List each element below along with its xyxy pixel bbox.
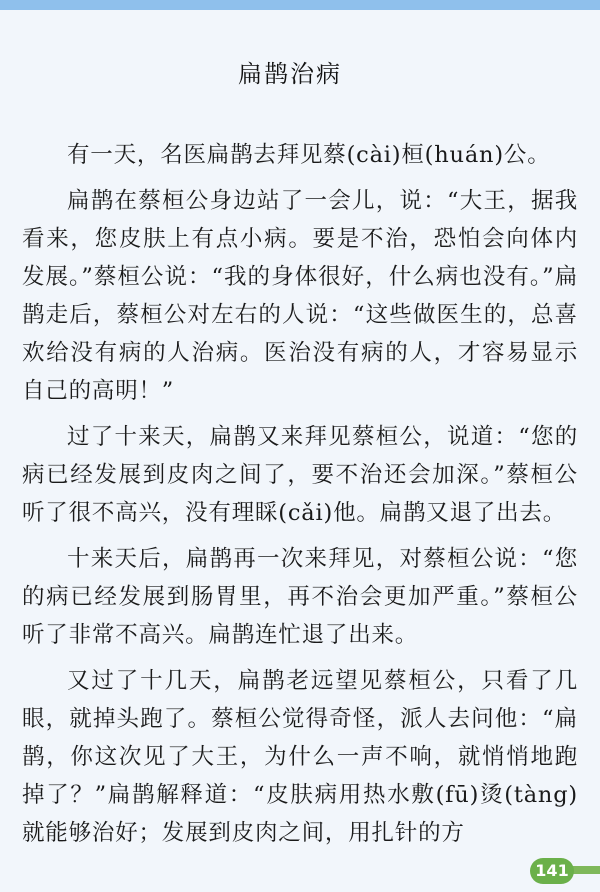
page-number-badge: 141 <box>530 858 574 884</box>
paragraph-2: 扁鹊在蔡桓公身边站了一会儿，说：“大王，据我看来，您皮肤上有点小病。要是不治，恐怕会向体内发展。”蔡桓公说：“我的身体很好，什么病也没有。”扁鹊走后，蔡桓公对左右的人说：“这些做医生的，总喜欢给没有病的人治病。医治没有病的人，才容易显示自己的高明！” <box>22 188 578 404</box>
top-color-band <box>0 0 600 10</box>
paragraph-3: 过了十来天，扁鹊又来拜见蔡桓公，说道：“您的病已经发展到皮肉之间了，要不治还会加深。”蔡桓公听了很不高兴，没有理睬(cǎi)他。扁鹊又退了出去。 <box>22 424 578 526</box>
story-body <box>22 136 578 860</box>
paragraph-1: 有一天，名医扁鹊去拜见蔡(cài)桓(huán)公。 <box>67 142 551 168</box>
page-title: 扁鹊治病 <box>238 60 342 88</box>
paragraph-5: 又过了十几天，扁鹊老远望见蔡桓公，只看了几眼，就掉头跑了。蔡桓公觉得奇怪，派人去问他：“扁鹊，你这次见了大王，为什么一声不响，就悄悄地跑掉了？”扁鹊解释道：“皮肤病用热水敷(fū)烫(tàng)就能够治好；发展到皮肉之间，用扎针的方 <box>22 668 578 846</box>
paragraph-4: 十来天后，扁鹊再一次来拜见，对蔡桓公说：“您的病已经发展到肠胃里，再不治会更加严重。”蔡桓公听了非常不高兴。扁鹊连忙退了出来。 <box>22 546 578 648</box>
